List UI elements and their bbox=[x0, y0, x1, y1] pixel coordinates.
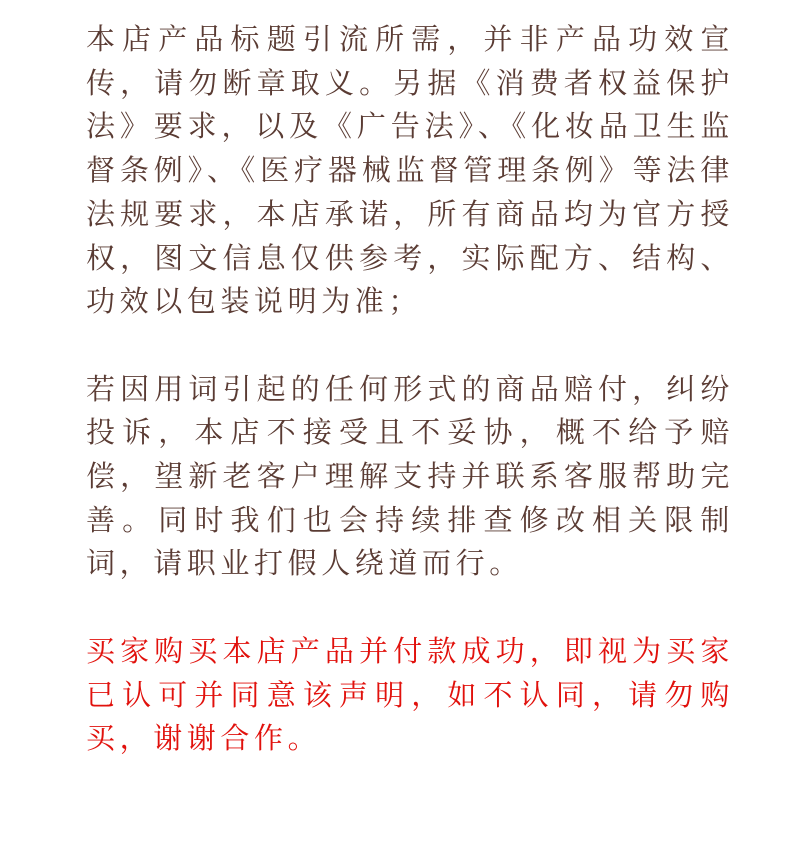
disclaimer-paragraph-legal: 本店产品标题引流所需，并非产品功效宣传，请勿断章取义。另据《消费者权益保护法》要求，以及《广告法》、《化妆品卫生监督条例》、《医疗器械监督管理条例》等法律法规要求，本店承诺，所有商品均为官方授权，图文信息仅供参考，实际配方、结构、功效以包装说明为准； bbox=[86, 22, 734, 319]
disclaimer-paragraph-compensation: 若因用词引起的任何形式的商品赔付，纠纷投诉，本店不接受且不妥协，概不给予赔偿，望新老客户理解支持并联系客服帮助完善。同时我们也会持续排查修改相关限制词，请职业打假人绕道而行。 bbox=[86, 371, 734, 581]
disclaimer-notice bbox=[86, 18, 734, 761]
disclaimer-paragraph-consent: 买家购买本店产品并付款成功，即视为买家已认可并同意该声明，如不认同，请勿购买，谢谢合作。 bbox=[86, 633, 734, 756]
